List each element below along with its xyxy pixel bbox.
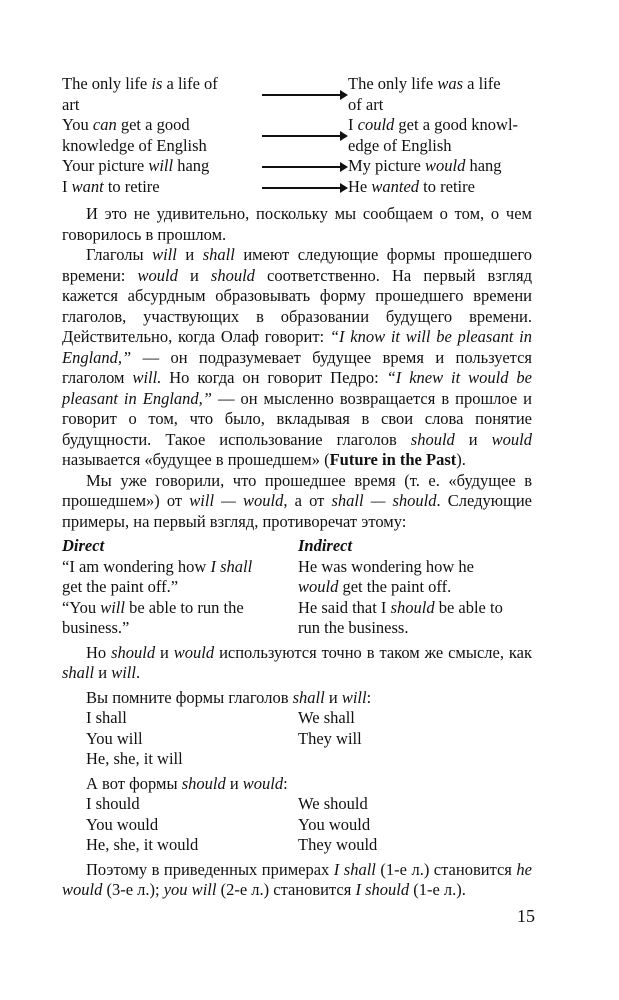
comparison-left-line: Your picture will hang: [62, 156, 210, 175]
indirect-cell: He was wondering how he: [298, 556, 474, 576]
direct-cell: “You will be able to run the: [62, 597, 244, 617]
indirect-cell: run the business.: [298, 618, 409, 637]
form-cell: I should: [86, 794, 140, 813]
indirect-heading: Indirect: [298, 536, 353, 555]
arrow-icon: [262, 94, 346, 96]
arrow-icon: [262, 135, 346, 137]
forms-row: [62, 815, 532, 836]
comparison-left-line: The only life is a life of: [62, 74, 218, 93]
paragraph: Но should и would используются точно в таком же смысле, как shall и will.: [62, 642, 532, 682]
comparison-left-line: You can get a good: [62, 115, 190, 134]
form-cell: [298, 749, 532, 770]
indirect-cell: would get the paint off.: [298, 577, 452, 596]
form-cell: He, she, it would: [86, 835, 199, 854]
page-number: 15: [517, 906, 535, 926]
forms-table-should-would: [62, 794, 532, 856]
direct-cell: business.”: [62, 618, 130, 637]
example-row: [62, 557, 532, 578]
arrow-icon: [262, 166, 346, 168]
comparison-left: [62, 74, 262, 197]
form-cell: They would: [298, 835, 378, 854]
form-cell: I shall: [86, 708, 127, 727]
examples-table: [62, 536, 532, 639]
page-content: [62, 74, 532, 901]
form-cell: You will: [86, 728, 143, 748]
paragraph: И это не удивительно, поскольку мы сообщаем о том, о чем говорилось в прошлом.: [62, 204, 532, 244]
direct-cell: get the paint off.”: [62, 577, 179, 596]
arrow-icon: [262, 187, 346, 189]
comparison-right-line: of art: [348, 94, 384, 114]
forms-row: [62, 835, 532, 856]
comparison-block: [62, 74, 532, 200]
comparison-left-line: knowledge of English: [62, 135, 207, 155]
forms-row: [62, 729, 532, 750]
forms-row: [62, 749, 532, 770]
direct-cell: “I am wondering how I shall: [62, 556, 253, 576]
paragraph: А вот формы should и would:: [86, 773, 288, 793]
comparison-left-line: art: [62, 94, 80, 114]
form-cell: You would: [298, 814, 371, 834]
forms-row: [62, 794, 532, 815]
comparison-right-line: He wanted to retire: [348, 176, 475, 196]
comparison-right-line: I could get a good knowl-: [348, 115, 519, 134]
paragraph: Мы уже говорили, что прошедшее время (т. е. «будущее в прошедшем») от will — would, а от shall — should. Следующие примеры, на первый взгляд, противоречат этому:: [62, 470, 532, 531]
comparison-left-line: I want to retire: [62, 176, 160, 196]
comparison-right-line: edge of English: [348, 135, 452, 155]
example-row: [62, 618, 532, 639]
form-cell: He, she, it will: [86, 749, 183, 768]
forms-row: [62, 708, 532, 729]
form-cell: We shall: [298, 708, 355, 727]
comparison-right: [348, 74, 548, 197]
comparison-right-line: My picture would hang: [348, 156, 502, 175]
paragraph: Вы помните формы глаголов shall и will:: [86, 687, 372, 707]
direct-heading: Direct: [62, 536, 105, 555]
example-row: [62, 577, 532, 598]
paragraph: Глаголы will и shall имеют следующие формы прошедшего времени: would и should соответственно. На первый взгляд кажется абсурдным образовывать форму прошедшего времени глаголов, участвующих в образовании будущего времени. Действительно, когда Олаф говорит: “I know it will be pleasant in England,” — он подразумевает будущее время и пользуется глаголом will. Но когда он говорит Педро: “I knew it would be pleasant in England,” — он мысленно возвращается в прошлое и говорит о том, что было, вкладывая в свои слова понятие будущности. Такое использование глаголов should и would называется «будущее в прошедшем» (Future in the Past).: [62, 245, 533, 469]
form-cell: They will: [298, 728, 362, 748]
paragraph: Поэтому в приведенных примерах I shall (1-е л.) становится he would (3-е л.); you will (2-е л.) становится I should (1-е л.).: [62, 859, 532, 899]
example-row: [62, 598, 532, 619]
indirect-cell: He said that I should be able to: [298, 597, 503, 617]
form-cell: You would: [86, 814, 159, 834]
forms-table-shall-will: [62, 708, 532, 770]
form-cell: We should: [298, 794, 368, 813]
examples-header: [62, 536, 532, 557]
comparison-right-line: The only life was a life: [348, 74, 501, 93]
